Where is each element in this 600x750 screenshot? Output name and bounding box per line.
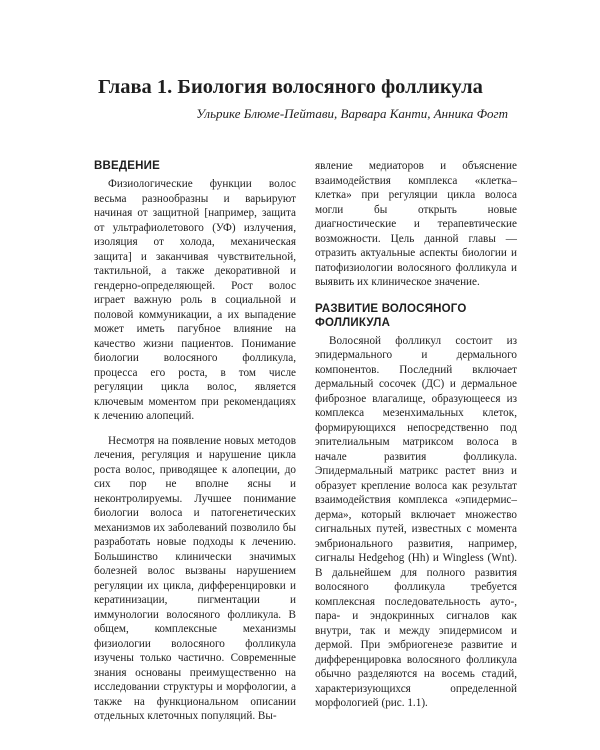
section-heading-introduction: ВВЕДЕНИЕ <box>94 160 160 172</box>
left-column <box>94 159 296 724</box>
paragraph-gap <box>94 424 296 434</box>
chapter-title: Глава 1. Биология волосяного фолликула <box>98 76 483 98</box>
right-column <box>315 159 517 711</box>
heading-line-2: ФОЛЛИКУЛА <box>315 316 391 329</box>
intro-paragraph-2: Несмотря на появление новых методов лечения, регуляция и нарушение цикла роста волос, приводящее к алопеции, до сих пор не вполне ясны и неконтролируемы. Лучшее понимание биологии волоса и патогенетических механизмов их заболеваний позволило бы разработать новые подходы к лечению. Большинство клинически значимых болезней волос вызваны нарушением регуляции их цикла, дифференцировки и кератинизации, пигментации и иммунологии волосяного фолликула. В общем, комплексные механизмы физиологии волосяного фолликула изучены только частично. Современные знания основаны преимущественно на исследовании структуры и морфологии, а также на функциональном описании отдельных клеточных популяций. Вы- <box>94 434 296 722</box>
section-gap <box>315 290 517 302</box>
section-heading-development <box>315 302 517 330</box>
intro-paragraph-1: Физиологические функции волос весьма разнообразны и варьируют начиная от защитной [например, защита от ультрафиолетового (УФ) излучения, изоляция от холода, механическая защита] и заканчивая чувствительной, тактильной, а также декоративной и гендерно-определяющей. Рост волос играет важную роль в социальной и половой коммуникации, а их выпадение может иметь пагубное влияние на качество жизни пациентов. Понимание биологии волосяного фолликула, процесса его роста, в том числе регуляции цикла волос, является ключевым моментом при рекомендациях к лечению алопеций. <box>94 178 296 422</box>
development-paragraph: Волосяной фолликул состоит из эпидермального и дермального компонентов. Последний включает дермальный сосочек (ДС) и дермальное фиброзное влагалище, образующееся из комплекса мезенхимальных клеток, формирующихся непосредственно под эпителиальным матриксом волоса в начале развития фолликула. Эпидермальный матрикс растет вниз и образует крепление волоса как результат взаимодействия комплекса «эпидермис–дерма», который включает множество сигнальных путей, известных с момента эмбрионального развития, например, сигналы Hedgehog (Hh) и Wingless (Wnt). В дальнейшем для полного развития волосяного фолликула требуется комплексная последовательность ауто-, пара- и эндокринных сигналов как внутри, так и между эпидермисом и дермой. При эмбриогенезе развитие и дифференцировка волосяного фолликула обычно разделяются на восемь стадий, характеризующихся определенной морфологией (рис. 1.1). <box>315 334 517 709</box>
chapter-authors: Ульрике Блюме-Пейтави, Варвара Канти, Анника Фогт <box>196 106 508 121</box>
heading-line-1: РАЗВИТИЕ ВОЛОСЯНОГО <box>315 302 467 315</box>
intro-paragraph-continuation: явление медиаторов и объяснение взаимодействия комплекса «клетка–клетка» при регуляции цикла волоса могли бы открыть новые диагностические и терапевтические возможности. Цель данной главы — отразить актуальные аспекты биологии и патофизиологии волосяного фолликула и выявить их клиническое значение. <box>315 160 517 288</box>
